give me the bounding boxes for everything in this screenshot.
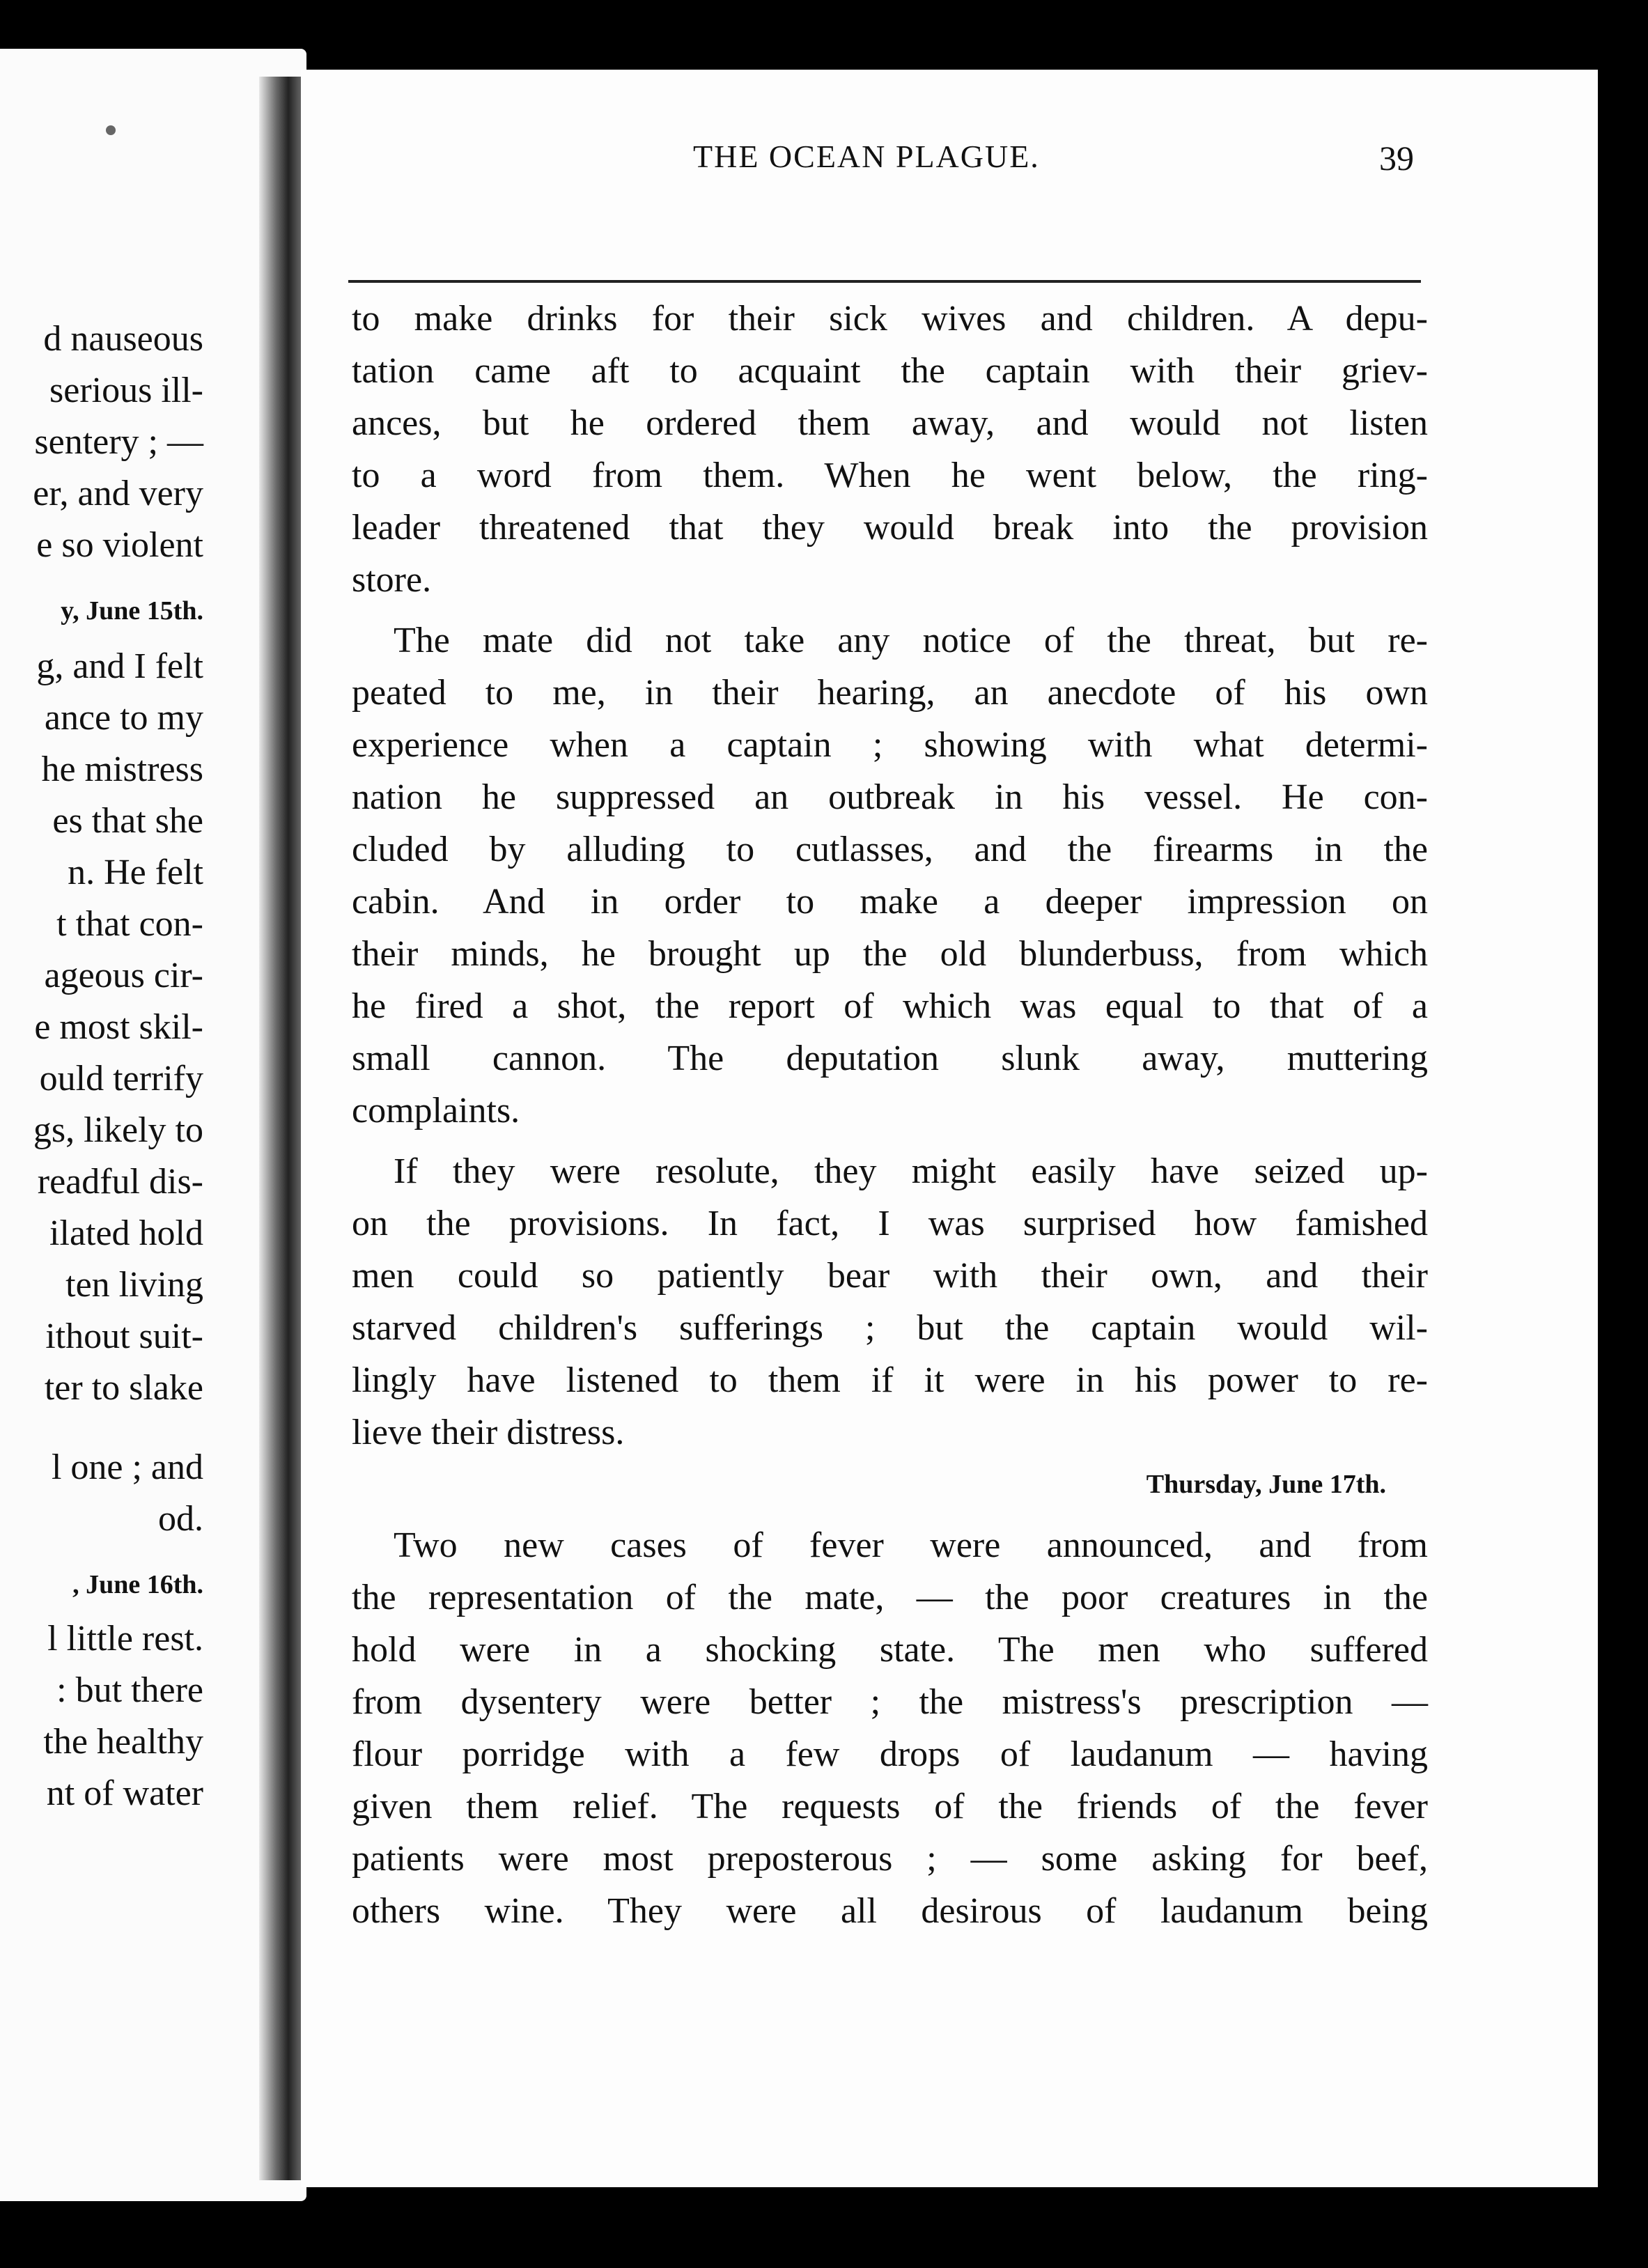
text-line: The mate did not take any notice of the threat, but re-	[394, 621, 1428, 660]
text-line: from dysentery were better ; the mistress's prescription —	[352, 1682, 1428, 1722]
text-line: complaints.	[352, 1091, 520, 1131]
left-line: he mistress	[41, 749, 203, 789]
text-line: on the provisions. In fact, I was surprised how famished	[352, 1204, 1428, 1243]
left-line: the healthy	[43, 1722, 203, 1762]
text-line: lingly have listened to them if it were in his power to re-	[352, 1360, 1428, 1400]
header-rule	[348, 280, 1421, 283]
paragraph-3	[352, 1145, 1428, 1459]
text-line: flour porridge with a few drops of laudanum — having	[352, 1734, 1428, 1774]
left-line: ithout suit-	[45, 1316, 203, 1356]
left-line: serious ill-	[49, 371, 203, 410]
left-line: ould terrify	[39, 1059, 203, 1098]
left-line: : but there	[56, 1670, 203, 1710]
text-line: If they were resolute, they might easily have seized up-	[394, 1151, 1428, 1191]
left-line: ilated hold	[49, 1213, 203, 1253]
left-line: l little rest.	[47, 1619, 203, 1659]
text-line: the representation of the mate, — the poor creatures in the	[352, 1578, 1428, 1617]
text-line: small cannon. The deputation slunk away, muttering	[352, 1039, 1428, 1078]
text-line: patients were most preposterous ; — some asking for beef,	[352, 1839, 1428, 1879]
left-line: e most skil-	[34, 1007, 203, 1047]
paragraph-1	[352, 293, 1428, 606]
running-header	[348, 138, 1414, 187]
left-line: ten living	[65, 1265, 203, 1305]
text-line: to make drinks for their sick wives and children. A depu-	[352, 299, 1428, 339]
left-line: nt of water	[46, 1773, 203, 1813]
text-line: to a word from them. When he went below, the ring-	[352, 456, 1428, 495]
left-line: t that con-	[56, 904, 203, 944]
left-line: sentery ; —	[34, 422, 203, 462]
left-line: e so violent	[36, 525, 203, 565]
page-speck	[106, 125, 116, 135]
body-text	[352, 293, 1428, 1937]
text-line: tation came aft to acquaint the captain with their griev-	[352, 351, 1428, 391]
left-line: l one ; and	[51, 1447, 203, 1487]
text-line: ances, but he ordered them away, and would not listen	[352, 403, 1428, 443]
left-line: readful dis-	[37, 1162, 203, 1202]
text-line: Two new cases of fever were announced, and from	[394, 1525, 1428, 1565]
left-line: od.	[158, 1499, 203, 1539]
paragraph-2	[352, 614, 1428, 1137]
text-line: lieve their distress.	[352, 1413, 625, 1452]
text-line: others wine. They were all desirous of laudanum being	[352, 1891, 1428, 1931]
text-line: given them relief. The requests of the friends of the fever	[352, 1787, 1428, 1826]
text-line: starved children's sufferings ; but the captain would wil-	[352, 1308, 1428, 1348]
text-line: cabin. And in order to make a deeper impression on	[352, 882, 1428, 922]
text-line: he fired a shot, the report of which was equal to that of a	[352, 986, 1428, 1026]
text-line: cluded by alluding to cutlasses, and the firearms in the	[352, 830, 1428, 869]
text-line: nation he suppressed an outbreak in his vessel. He con-	[352, 777, 1428, 817]
left-line: d nauseous	[43, 319, 203, 359]
text-line: store.	[352, 560, 432, 600]
running-title: THE OCEAN PLAGUE.	[693, 139, 1040, 174]
left-line: er, and very	[33, 474, 203, 513]
left-line: es that she	[52, 801, 203, 841]
left-line: gs, likely to	[33, 1110, 203, 1150]
page-number: 39	[1379, 139, 1414, 178]
left-line: ageous cir-	[44, 956, 203, 995]
left-dateline: , June 16th.	[72, 1570, 203, 1599]
text-line: their minds, he brought up the old blunderbuss, from which	[352, 934, 1428, 974]
text-line: experience when a captain ; showing with what determi-	[352, 725, 1428, 765]
text-line: leader threatened that they would break into the provision	[352, 508, 1428, 547]
dateline: Thursday, June 17th.	[1146, 1470, 1386, 1499]
left-line: ance to my	[44, 698, 203, 738]
paragraph-4	[352, 1519, 1428, 1937]
left-line: ter to slake	[44, 1368, 203, 1408]
text-line: men could so patiently bear with their own, and their	[352, 1256, 1428, 1296]
left-line: g, and I felt	[36, 646, 203, 686]
left-dateline: y, June 15th.	[61, 596, 203, 626]
text-line: hold were in a shocking state. The men who suffered	[352, 1630, 1428, 1670]
left-line: n. He felt	[68, 853, 203, 892]
text-line: peated to me, in their hearing, an anecdote of his own	[352, 673, 1428, 713]
